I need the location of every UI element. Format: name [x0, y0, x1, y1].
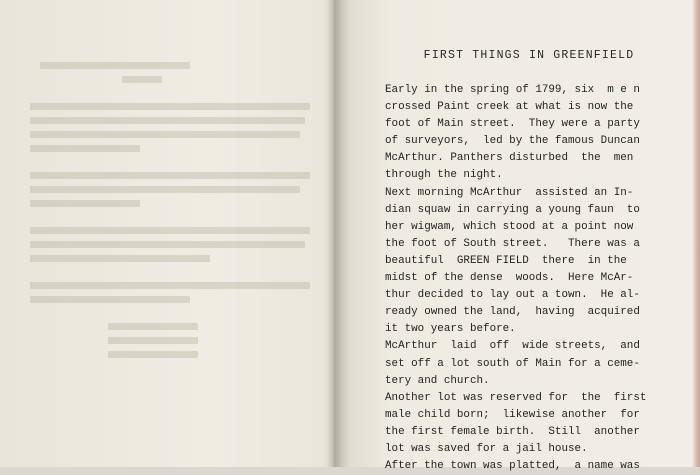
left-page: [0, 0, 335, 467]
text-line: foot of Main street. They were a party: [385, 118, 640, 131]
bleed-through-text: [30, 62, 325, 365]
text-line: midst of the dense woods. Here McAr-: [385, 272, 634, 285]
text-line: Another lot was reserved for the first: [385, 391, 647, 404]
text-line: crossed Paint creek at what is now the: [385, 101, 634, 114]
text-line: of surveyors, led by the famous Duncan: [385, 135, 640, 148]
text-line: beautiful GREEN FIELD there in the: [385, 254, 627, 267]
text-line: Next morning McArthur assisted an In-: [385, 186, 634, 199]
text-line: her wigwam, which stood at a point now: [385, 220, 634, 233]
text-line: After the town was platted, a name was: [385, 460, 640, 473]
text-line: ready owned the land, having acquired: [385, 306, 640, 319]
page-title: FIRST THINGS IN GREENFIELD: [423, 49, 635, 62]
text-line: male child born; likewise another for: [385, 408, 640, 421]
text-line: dian squaw in carrying a young faun to: [385, 203, 640, 216]
text-line: it two years before.: [385, 323, 516, 336]
text-line: thur decided to lay out a town. He al-: [385, 289, 640, 302]
text-line: Early in the spring of 1799, six m e n: [385, 84, 640, 96]
right-page: [337, 0, 700, 473]
text-line: McArthur. Panthers disturbed the men: [385, 152, 634, 165]
text-line: set off a lot south of Main for a ceme-: [385, 357, 640, 370]
text-line: lot was saved for a jail house.: [385, 442, 588, 455]
page-edge: [692, 0, 700, 467]
text-line: McArthur laid off wide streets, and: [385, 340, 640, 353]
text-line: the first female birth. Still another: [385, 425, 640, 438]
text-line: tery and church.: [385, 374, 490, 387]
text-line: through the night.: [385, 169, 503, 182]
page-body-text: [385, 82, 671, 475]
text-line: the foot of South street. There was a: [385, 237, 640, 250]
